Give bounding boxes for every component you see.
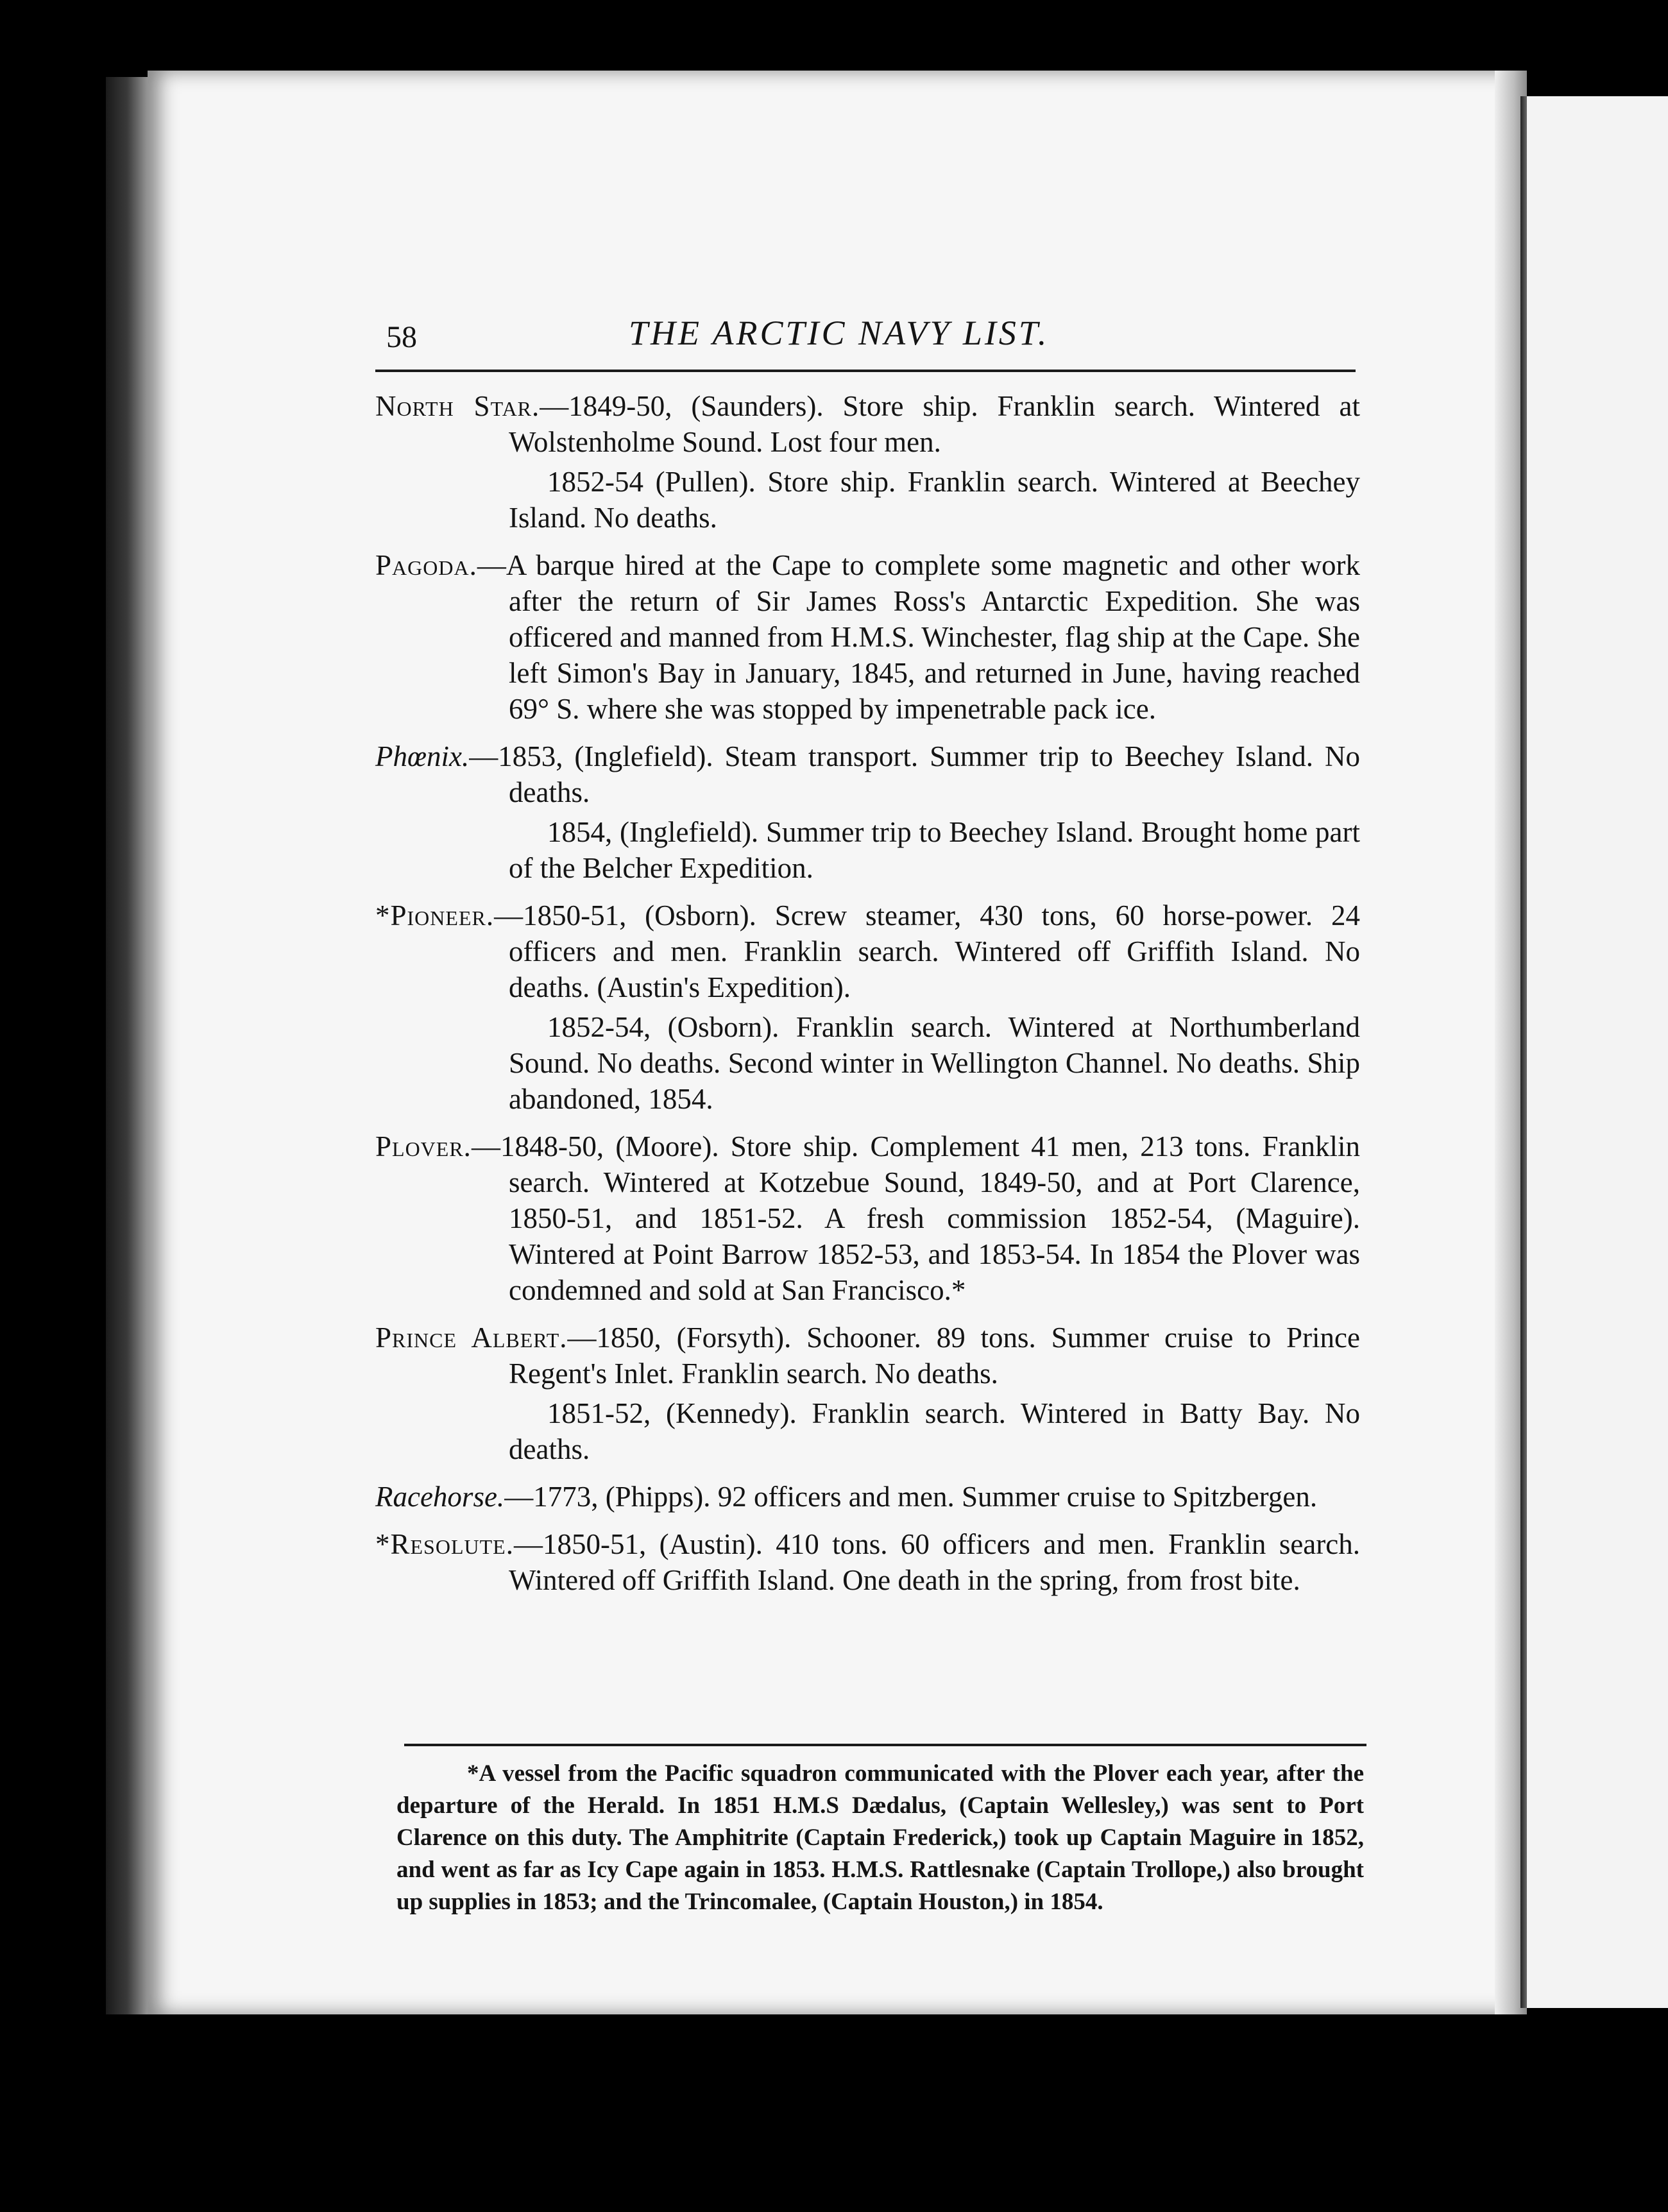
entry-phoenix: [375, 738, 1360, 886]
entry-racehorse: [375, 1479, 1360, 1515]
entry-name: *Resolute.: [375, 1528, 514, 1560]
entry-pioneer: [375, 898, 1360, 1117]
entry-text: —1853, (Inglefield). Steam transport. Summer trip to Beechey Island. No deaths.: [469, 740, 1360, 808]
entry-text: —1850, (Forsyth). Schooner. 89 tons. Summer cruise to Prince Regent's Inlet. Franklin search. No deaths.: [509, 1322, 1361, 1390]
entry-name: *Pioneer.: [375, 899, 495, 932]
entry-continuation: 1854, (Inglefield). Summer trip to Beechey Island. Brought home part of the Belcher Expedition.: [509, 816, 1360, 884]
entry-text: —A barque hired at the Cape to complete some magnetic and other work after the return of Sir James Ross's Antarctic Expedition. She was officered and manned from H.M.S. Winchester, flag ship at the Cape. She left Simon's Bay in January, 1845, and returned in June, having reached 69° S. where she was stopped by impenetrable pack ice.: [477, 549, 1360, 725]
entry-text: —1849-50, (Saunders). Store ship. Franklin search. Wintered at Wolstenholme Sound. Lost four men.: [509, 390, 1360, 458]
page-number: 58: [386, 320, 417, 354]
entry-plover: [375, 1128, 1360, 1308]
facing-page: [1527, 96, 1668, 2008]
footnote-rule: [404, 1744, 1366, 1746]
entry-continuation: 1852-54, (Osborn). Franklin search. Wintered at Northumberland Sound. No deaths. Second winter in Wellington Channel. No deaths. Ship abandoned, 1854.: [509, 1011, 1360, 1115]
entry-resolute: [375, 1526, 1360, 1598]
header-rule: [375, 370, 1356, 372]
entry-prince-albert: [375, 1320, 1360, 1467]
entry-north-star: [375, 388, 1360, 536]
entry-name: Phœnix.: [375, 740, 470, 772]
entry-continuation: 1852-54 (Pullen). Store ship. Franklin search. Wintered at Beechey Island. No deaths.: [509, 466, 1360, 534]
entry-name: North Star.: [375, 390, 540, 422]
entry-text: —1773, (Phipps). 92 officers and men. Summer cruise to Spitzbergen.: [504, 1481, 1318, 1513]
entry-text: —1848-50, (Moore). Store ship. Complement 41 men, 213 tons. Franklin search. Wintered at Kotzebue Sound, 1849-50, and at Port Clarence, 1850-51, and 1851-52. A fresh commission 1852-54, (Maguire). Wintered at Point Barrow 1852-53, and 1853-54. In 1854 the Plover was condemned and sold at San Francisco.*: [471, 1130, 1360, 1306]
entry-name: Prince Albert.: [375, 1322, 568, 1354]
ship-entries: [375, 388, 1360, 1610]
entry-text: —1850-51, (Austin). 410 tons. 60 officers and men. Franklin search. Wintered off Griffith Island. One death in the spring, from frost bite.: [509, 1528, 1360, 1596]
entry-continuation: 1851-52, (Kennedy). Franklin search. Wintered in Batty Bay. No deaths.: [509, 1397, 1360, 1465]
entry-pagoda: [375, 547, 1360, 727]
entry-name: Plover.: [375, 1130, 472, 1162]
running-head: THE ARCTIC NAVY LIST.: [629, 314, 1050, 352]
entry-name: Pagoda.: [375, 549, 477, 581]
entry-name: Racehorse.: [375, 1481, 505, 1513]
entry-text: —1850-51, (Osborn). Screw steamer, 430 tons, 60 horse-power. 24 officers and men. Franklin search. Wintered off Griffith Island. No deaths. (Austin's Expedition).: [494, 899, 1360, 1003]
footnote: *A vessel from the Pacific squadron communicated with the Plover each year, after the departure of the Herald. In 1851 H.M.S Dædalus, (Captain Wellesley,) was sent to Port Clarence on this duty. The Amphitrite (Captain Frederick,) took up Captain Maguire in 1852, and went as far as Icy Cape again in 1853. H.M.S. Rattlesnake (Captain Trollope,) also brought up supplies in 1853; and the Trincomalee, (Captain Houston,) in 1854.: [396, 1760, 1364, 1915]
